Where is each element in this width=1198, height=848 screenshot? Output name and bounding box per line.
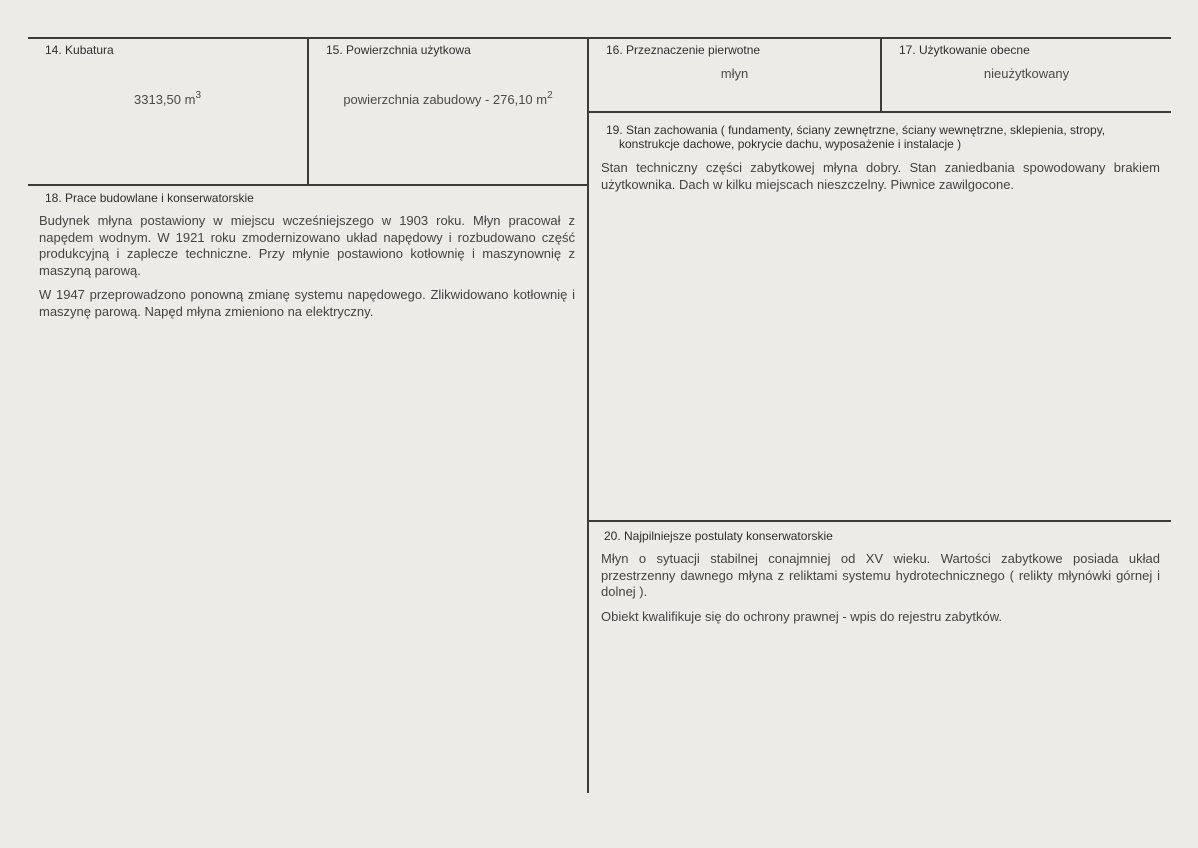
kubatura-value	[28, 90, 307, 107]
stan-zachowania-text	[601, 160, 1160, 201]
kubatura-label: 14. Kubatura	[45, 43, 114, 57]
prace-paragraph-2: W 1947 przeprowadzono ponowną zmianę systemu napędowego. Zlikwidowano kotłownię i maszynę parową. Napęd młyna zmieniono na elektryczny.	[39, 287, 575, 319]
powierzchnia-label: 15. Powierzchnia użytkowa	[326, 43, 471, 57]
przeznaczenie-label: 16. Przeznaczenie pierwotne	[606, 43, 761, 57]
powierzchnia-unit-exponent: 2	[547, 90, 553, 101]
kubatura-unit-exponent: 3	[195, 90, 201, 101]
stan-zachowania-paragraph-1: Stan techniczny części zabytkowej młyna dobry. Stan zaniedbania spowodowany brakiem użytkownika. Dach w kilku miejscach nieszczelny. Piwnice zawilgocone.	[601, 160, 1160, 192]
przeznaczenie-value: młyn	[720, 66, 749, 81]
postulaty-paragraph-2: Obiekt kwalifikuje się do ochrony prawnej - wpis do rejestru zabytków.	[601, 608, 1003, 624]
rule-under-16-17	[588, 111, 1171, 113]
kubatura-number: 3313,50 m	[134, 92, 196, 107]
postulaty-label: 20. Najpilniejsze postulaty konserwatorskie	[604, 529, 833, 543]
stan-zachowania-label	[606, 123, 1154, 151]
uzytkowanie-value: nieużytkowany	[983, 66, 1070, 81]
prace-text	[39, 213, 575, 328]
divider-left-right	[587, 37, 589, 793]
postulaty-text	[601, 551, 1160, 633]
powierzchnia-value	[309, 90, 587, 107]
rule-under-14-15	[28, 184, 588, 186]
divider-14-15	[307, 37, 309, 185]
rule-above-20	[588, 520, 1171, 522]
stan-zachowania-label-text: 19. Stan zachowania ( fundamenty, ściany zewnętrzne, ściany wewnętrzne, sklepienia, stropy, konstrukcje dachowe, pokrycie dachu, wyposażenie i instalacje )	[606, 123, 1106, 151]
powierzchnia-number: powierzchnia zabudowy - 276,10 m	[343, 92, 548, 107]
prace-paragraph-1: Budynek młyna postawiony w miejscu wcześniejszego w 1903 roku. Młyn pracował z napędem wodnym. W 1921 roku zmodernizowano układ napędowy i rozbudowano część produkcyjną i zaplecze techniczne. Przy młynie postawiono kotłownię i maszynownię z maszyną parową.	[39, 213, 575, 278]
postulaty-paragraph-1: Młyn o sytuacji stabilnej conajmniej od XV wieku. Wartości zabytkowe posiada układ przestrzenny dawnego młyna z reliktami systemu hydrotechnicznego ( relikty młynówki górnej i dolnej ).	[601, 551, 1160, 599]
top-rule	[28, 37, 1171, 39]
prace-label: 18. Prace budowlane i konserwatorskie	[45, 191, 254, 205]
uzytkowanie-label: 17. Użytkowanie obecne	[899, 43, 1030, 57]
